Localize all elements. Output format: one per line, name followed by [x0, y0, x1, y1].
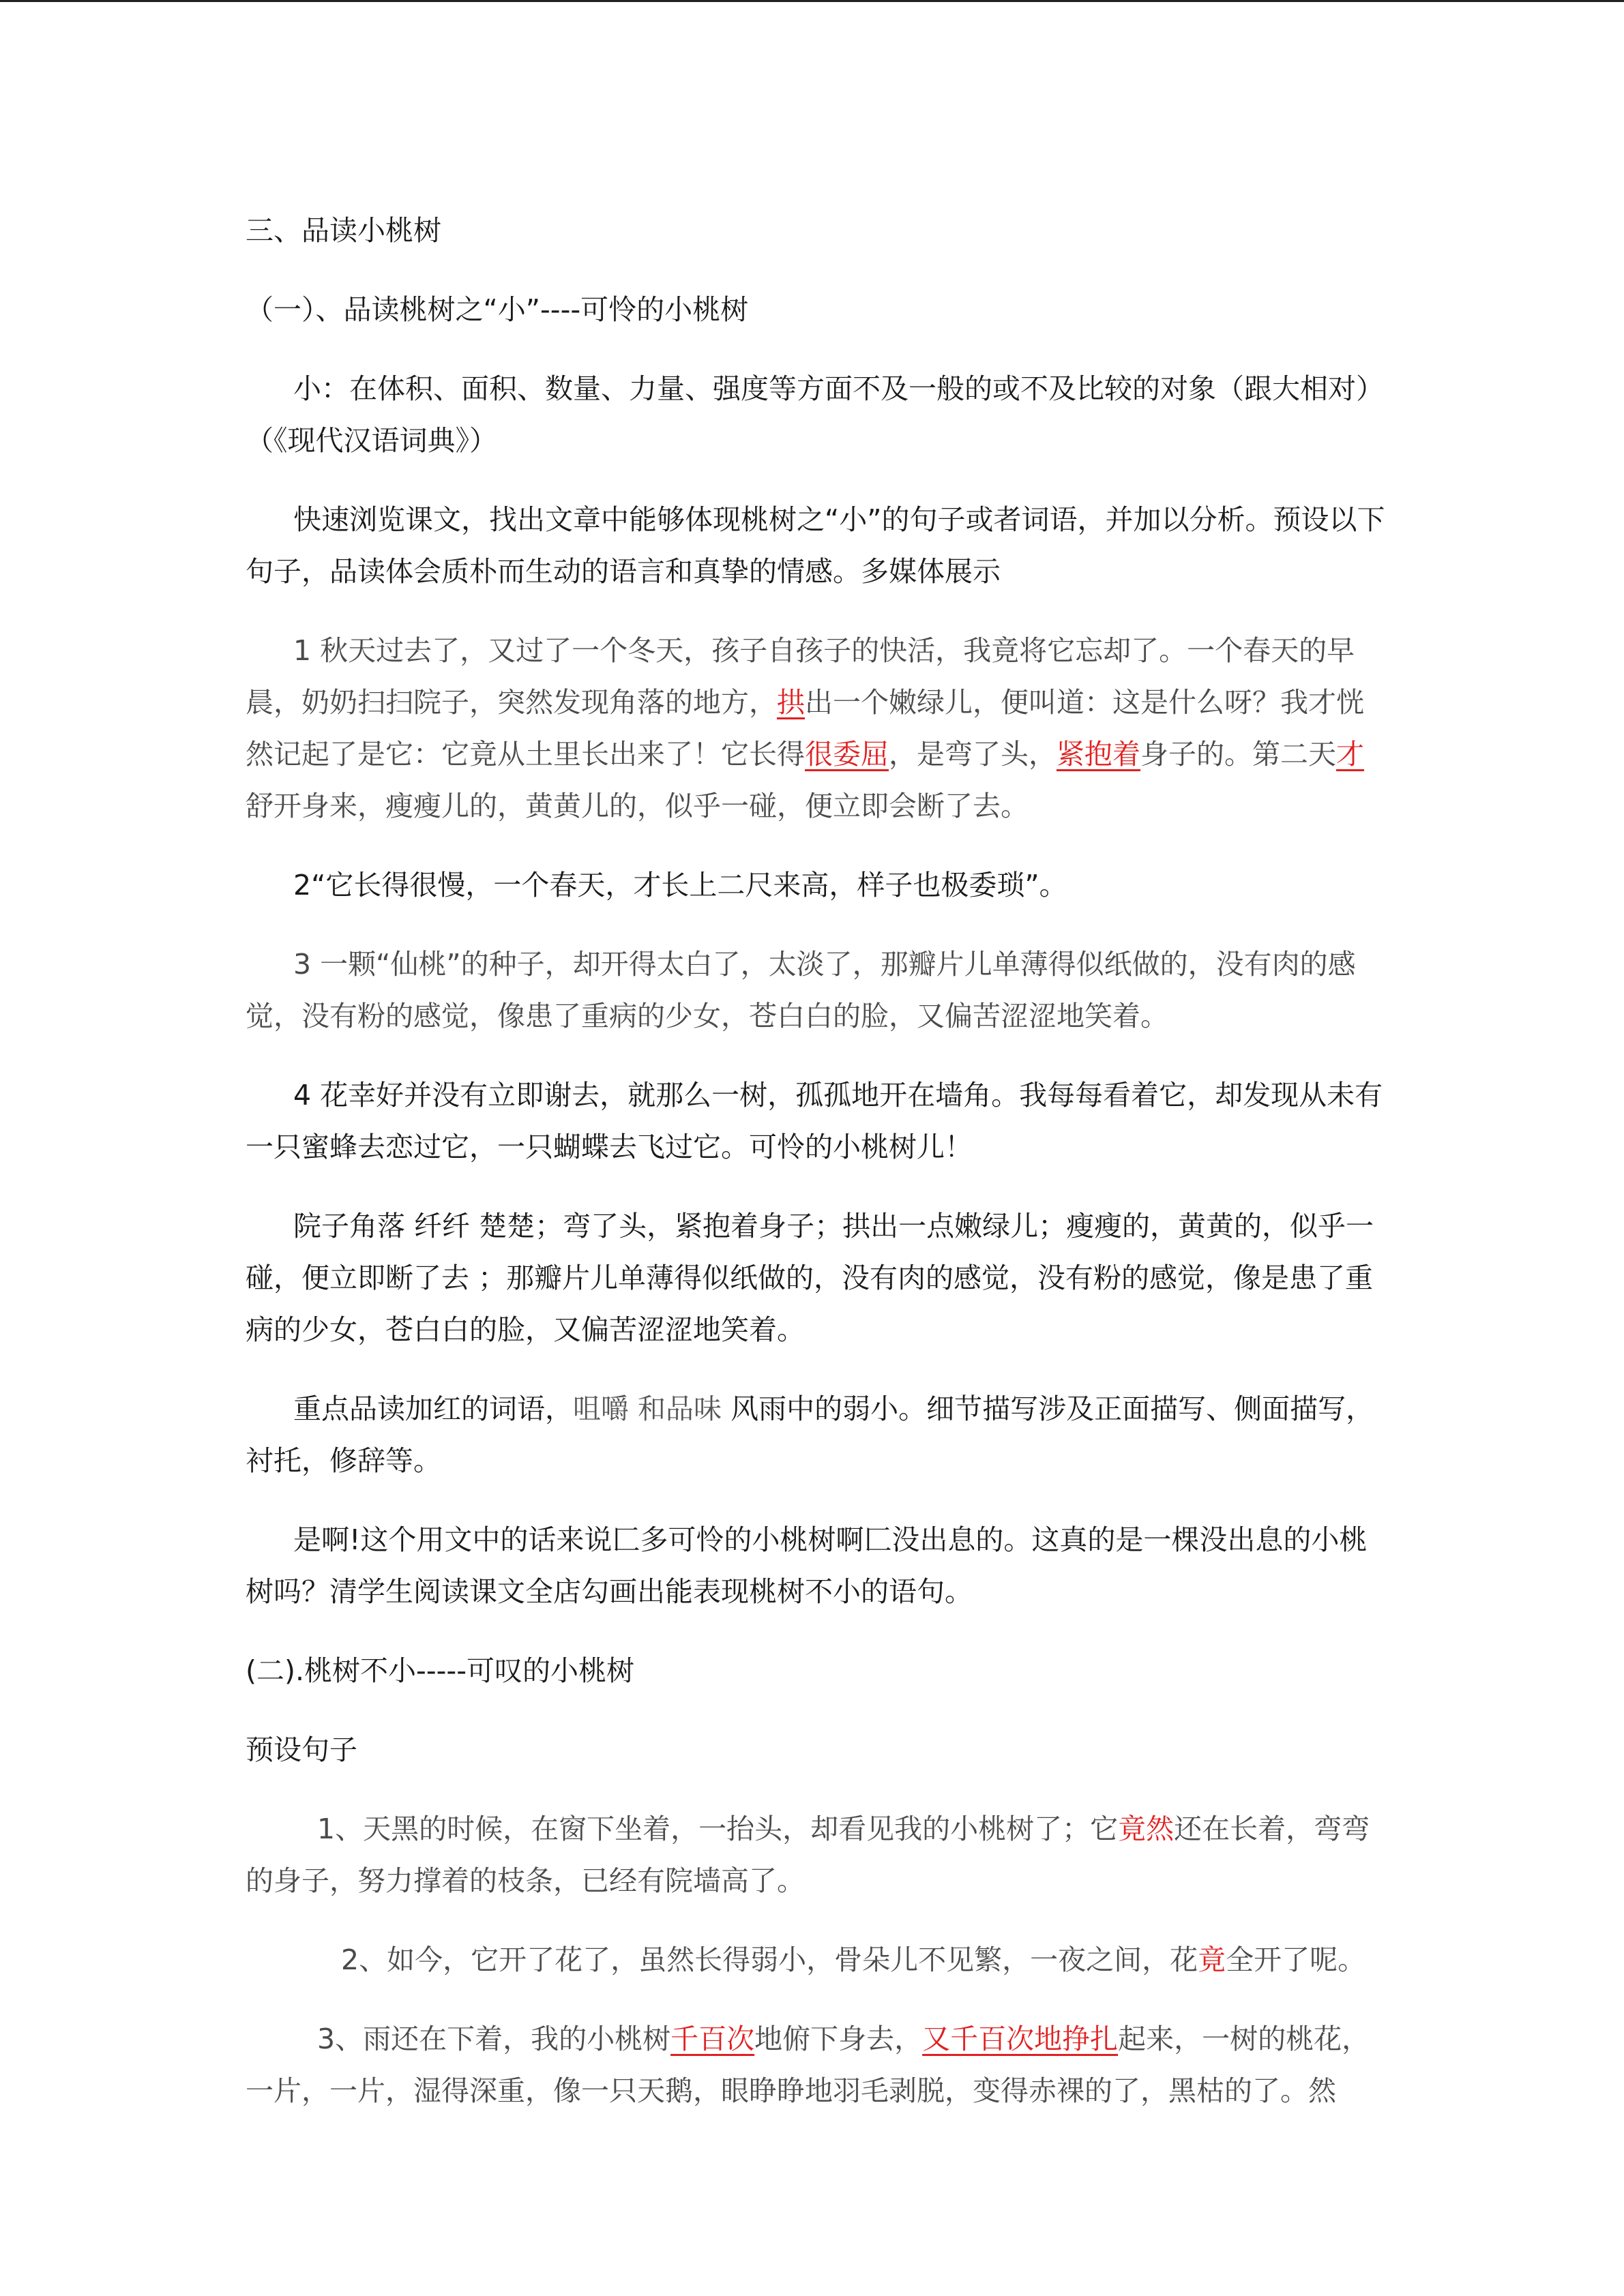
question-paragraph: 是啊!这个用文中的话来说匚多可怜的小桃树啊匚没出息的。这真的是一棵没出息的小桃树吗？清学生阅读课文全店勾画出能表现桃树不小的语句。 [246, 1523, 1368, 1608]
subsection-title-2: (二).桃树不小-----可叹的小桃树 [246, 1654, 634, 1687]
sentence-3: 3 一颗“仙桃”的种子，却开得太白了，太淡了，那瓣片儿单薄得似纸做的，没有肉的感觉，没有粉的感觉，像患了重病的少女，苍白白的脸，又偏苦涩涩地笑着。 [246, 948, 1356, 1032]
preset-3-part-a: 3、雨还在下着，我的小桃树 [317, 2023, 671, 2055]
preset-1-part-b: 还在长着，弯弯的身子，努力撑着的枝条，已经有院墙高了。 [246, 1813, 1370, 1897]
preset-1-part-a: 1、天黑的时候，在窗下坐着，一抬头，却看见我的小桃树了；它 [317, 1813, 1119, 1845]
highlight-word: 竟 [1198, 1943, 1226, 1976]
highlight-word: 紧抱着 [1057, 738, 1140, 771]
sentence-2: 2“它长得很慢，一个春天，才长上二尺来高，样子也极委琐”。 [293, 869, 1067, 901]
preset-sentence-1 [246, 1803, 1391, 1907]
sentence-4: 4 花幸好并没有立即谢去，就那么一树，孤孤地开在墙角。我每每看着它，却发现从未有一只蜜蜂去恋过它，一只蝴蝶去飞过它。可怜的小桃树儿！ [246, 1079, 1383, 1163]
highlight-word: 很委屈 [805, 738, 889, 771]
sentence-1-part-a: 1 秋天过去了，又过了一个冬天，孩子自孩子的快活，我竟将它忘却了。一个春天的早晨，奶奶扫扫院子，突然发现角落的地方， [246, 634, 1355, 719]
subsection-title-1: （一）、品读桃树之“小”----可怜的小桃树 [246, 293, 749, 326]
preset-sentence-2 [246, 1934, 1391, 1986]
highlight-word: 又千百次地挣扎 [922, 2023, 1119, 2055]
focus-part-b: 咀嚼 和品味 [573, 1392, 722, 1425]
sentence-1-part-e: 舒开身来，瘦瘦儿的，黄黄儿的，似乎一碰，便立即会断了去。 [246, 790, 1029, 822]
focus-part-a: 重点品读加红的词语， [293, 1392, 573, 1425]
preset-2-part-a: 2、如今，它开了花了，虽然长得弱小，骨朵儿不见繁，一夜之间，花 [341, 1943, 1198, 1976]
sentence-1-part-c: ，是弯了头， [889, 738, 1057, 771]
focus-part-c: 风雨中的弱小。细节描写涉及正面描写、侧面描写，衬托，修辞等。 [246, 1392, 1374, 1477]
page-top-border [0, 0, 1624, 2]
document-page [246, 205, 1391, 2144]
focus-paragraph [246, 1383, 1391, 1487]
highlight-word: 拱 [777, 686, 805, 719]
highlight-word: 千百次 [670, 2023, 755, 2055]
sentence-1-part-b: 出一个嫩绿儿，便叫道：这是什么呀？我才恍然记起了是它：它竟从土里长出来了！它长得 [246, 686, 1364, 771]
keywords-paragraph: 院子角落 纤纤 楚楚；弯了头，紧抱着身子；拱出一点嫩绿儿；瘦瘦的，黄黄的，似乎一碰，便立即断了去 ；那瓣片儿单薄得似纸做的，没有肉的感觉，没有粉的感觉，像是患了重病的少女，苍白白的脸，又偏苦涩涩地笑着。 [246, 1210, 1374, 1346]
preset-2-part-b: 全开了呢。 [1226, 1943, 1366, 1976]
preset-3-part-c: 起来，一树的桃花，一片，一片，湿得深重，像一只天鹅，眼睁睁地羽毛剥脱，变得赤裸的了，黑枯的了。然 [246, 2023, 1370, 2107]
preset-sentence-3 [246, 2013, 1391, 2117]
sentence-1 [246, 625, 1391, 832]
preset-3-part-b: 地俯下身去， [754, 2023, 923, 2055]
preset-label: 预设句子 [246, 1733, 357, 1766]
sentence-1-part-d: 身子的。第二天 [1140, 738, 1336, 771]
highlight-word: 才 [1336, 738, 1364, 771]
definition-paragraph: 小：在体积、面积、数量、力量、强度等方面不及一般的或不及比较的对象（跟大相对）（《现代汉语词典》） [246, 372, 1384, 457]
task-paragraph: 快速浏览课文，找出文章中能够体现桃树之“小”的句子或者词语，并加以分析。预设以下句子，品读体会质朴而生动的语言和真挚的情感。多媒体展示 [246, 503, 1385, 588]
highlight-word: 竟然 [1118, 1813, 1175, 1845]
section-title: 三、品读小桃树 [246, 214, 441, 247]
